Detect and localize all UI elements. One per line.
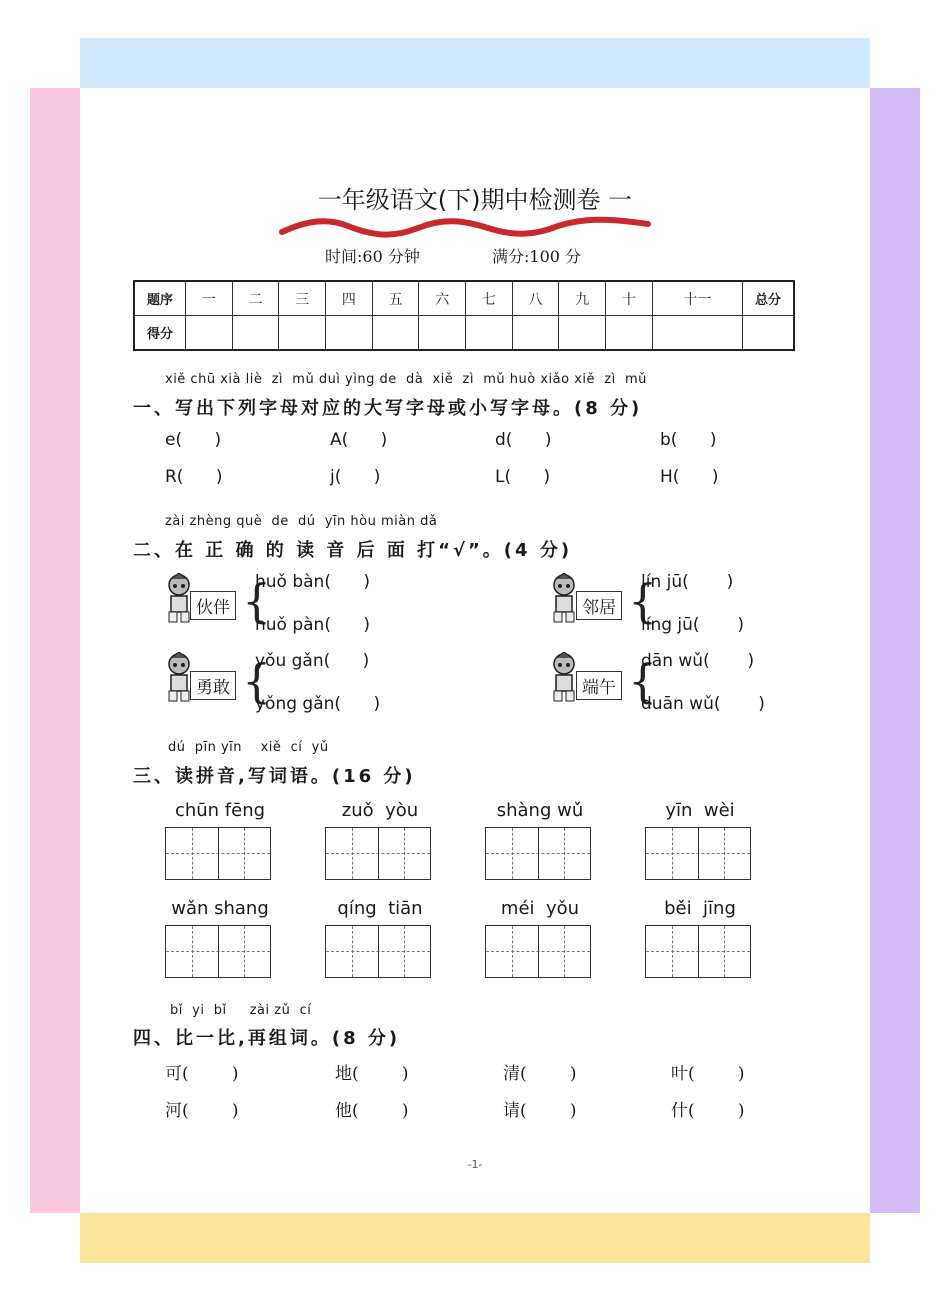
pinyin-option[interactable]: yǒu gǎn( )	[255, 651, 370, 671]
compare-item[interactable]: 叶( )	[671, 1064, 745, 1084]
header-cell: 九	[559, 281, 606, 316]
header-cell: 六	[419, 281, 466, 316]
word-pinyin: yīn wèi	[665, 800, 735, 821]
score-cell[interactable]	[652, 316, 742, 351]
section3-heading: 三、读拼音,写词语。(16 分)	[133, 766, 416, 787]
pinyin-option[interactable]: huǒ bàn( )	[255, 572, 371, 592]
section2-pinyin: zài zhèng què de dú yīn hòu miàn dǎ	[165, 514, 438, 529]
writing-grid[interactable]	[645, 827, 751, 880]
header-cell: 二	[232, 281, 279, 316]
writing-grid[interactable]	[645, 925, 751, 978]
header-cell: 五	[372, 281, 419, 316]
compare-item[interactable]: 什( )	[671, 1101, 745, 1121]
letter-item[interactable]: j( )	[330, 467, 381, 487]
writing-grid[interactable]	[325, 925, 431, 978]
row-label: 得分	[134, 316, 186, 351]
header-cell: 总分	[743, 281, 795, 316]
score-cell[interactable]	[279, 316, 326, 351]
exam-title: 一年级语文(下)期中检测卷 一	[317, 186, 633, 214]
page-number: -1-	[467, 1158, 483, 1171]
compare-item[interactable]: 地( )	[335, 1064, 409, 1084]
score-cell[interactable]	[559, 316, 606, 351]
score-cell[interactable]	[186, 316, 233, 351]
header-cell: 四	[326, 281, 373, 316]
score-cell[interactable]	[232, 316, 279, 351]
left-color-band	[30, 88, 80, 1213]
pinyin-option[interactable]: huǒ pàn( )	[255, 615, 371, 635]
word-pinyin: běi jīng	[664, 898, 736, 919]
pinyin-option[interactable]: duān wǔ( )	[641, 694, 765, 714]
letter-item[interactable]: L( )	[495, 467, 551, 487]
compare-item[interactable]: 清( )	[503, 1064, 577, 1084]
word-pinyin: shàng wǔ	[496, 800, 584, 821]
pinyin-option[interactable]: lín jū( )	[641, 572, 734, 592]
score-cell[interactable]	[606, 316, 653, 351]
score-table	[133, 280, 795, 351]
score-cell[interactable]	[743, 316, 795, 351]
title-underline-stroke	[278, 212, 653, 242]
header-cell: 一	[186, 281, 233, 316]
letter-item[interactable]: A( )	[330, 430, 388, 450]
word-card: 邻居	[576, 591, 622, 620]
score-cell[interactable]	[326, 316, 373, 351]
score-cell[interactable]	[372, 316, 419, 351]
section4-pinyin: bǐ yi bǐ zài zǔ cí	[170, 1003, 312, 1018]
right-color-band	[870, 88, 920, 1213]
pinyin-option[interactable]: yǒng gǎn( )	[255, 694, 381, 714]
writing-grid[interactable]	[165, 925, 271, 978]
letter-item[interactable]: R( )	[165, 467, 223, 487]
pinyin-option[interactable]: líng jū( )	[641, 615, 745, 635]
compare-item[interactable]: 可( )	[165, 1064, 239, 1084]
word-card: 伙伴	[190, 591, 236, 620]
bottom-color-band	[80, 1213, 870, 1263]
score-cell[interactable]	[466, 316, 513, 351]
word-pinyin: chūn fēng	[174, 800, 266, 821]
writing-grid[interactable]	[325, 827, 431, 880]
score-table-score-row	[134, 316, 794, 351]
header-cell: 题序	[134, 281, 186, 316]
score-cell[interactable]	[419, 316, 466, 351]
section3-pinyin: dú pīn yīn xiě cí yǔ	[168, 740, 329, 755]
header-cell: 八	[512, 281, 559, 316]
writing-grid[interactable]	[485, 925, 591, 978]
pinyin-option[interactable]: dān wǔ( )	[641, 651, 755, 671]
header-cell: 十一	[652, 281, 742, 316]
brace-icon: {	[242, 574, 272, 628]
word-card: 端午	[576, 671, 622, 700]
letter-item[interactable]: e( )	[165, 430, 222, 450]
section1-pinyin: xiě chū xià liè zì mǔ duì yìng de dà xiě zì mǔ huò xiǎo xiě zì mǔ	[165, 372, 647, 387]
writing-grid[interactable]	[165, 827, 271, 880]
time-info: 时间:60 分钟	[325, 247, 420, 266]
compare-item[interactable]: 河( )	[165, 1101, 239, 1121]
header-cell: 七	[466, 281, 513, 316]
full-score-info: 满分:100 分	[492, 247, 582, 266]
compare-item[interactable]: 请( )	[503, 1101, 577, 1121]
word-pinyin: méi yǒu	[500, 898, 580, 919]
word-pinyin: zuǒ yòu	[341, 800, 419, 821]
section2-heading: 二、在 正 确 的 读 音 后 面 打“√”。(4 分)	[133, 540, 573, 561]
word-pinyin: wǎn shang	[171, 898, 269, 919]
letter-item[interactable]: d( )	[495, 430, 552, 450]
header-cell: 十	[606, 281, 653, 316]
brace-icon: {	[628, 654, 658, 708]
section1-heading: 一、写出下列字母对应的大写字母或小写字母。(8 分)	[133, 398, 643, 419]
letter-item[interactable]: H( )	[660, 467, 719, 487]
brace-icon: {	[628, 574, 658, 628]
score-table-header-row	[134, 281, 794, 316]
word-card: 勇敢	[190, 671, 236, 700]
letter-item[interactable]: b( )	[660, 430, 717, 450]
score-cell[interactable]	[512, 316, 559, 351]
writing-grid[interactable]	[485, 827, 591, 880]
compare-item[interactable]: 他( )	[335, 1101, 409, 1121]
word-pinyin: qíng tiān	[337, 898, 423, 919]
header-cell: 三	[279, 281, 326, 316]
top-color-band	[80, 38, 870, 88]
section4-heading: 四、比一比,再组词。(8 分)	[133, 1028, 401, 1049]
brace-icon: {	[242, 654, 272, 708]
